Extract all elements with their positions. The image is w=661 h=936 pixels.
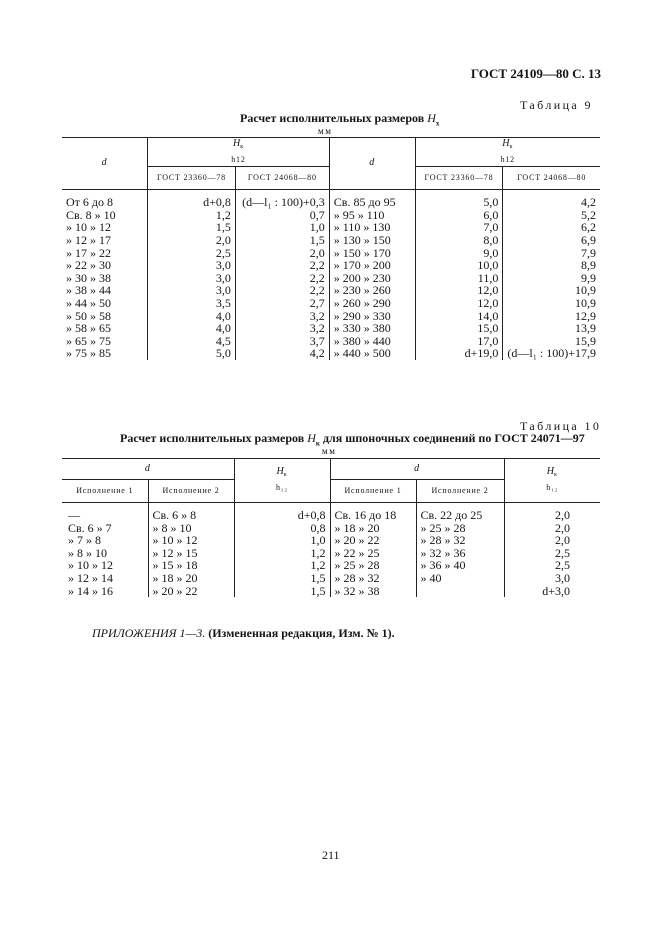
table-cell-line: Св. 16 до 18 (334, 508, 397, 522)
table-cell-line: 5,0 (483, 195, 499, 210)
table-cell-line: » 170 » 200 (333, 258, 391, 273)
table10-title-pre: Расчет исполнительных размеров (120, 431, 305, 445)
table-cell-line: 6,2 (581, 220, 596, 235)
table-cell-line: 7,0 (483, 220, 499, 235)
table10-col-h-right-tol: h₁₂ (546, 483, 559, 492)
table9-unit: мм (318, 126, 333, 136)
table-cell-line: » 10 » 12 (66, 220, 111, 235)
table10-left-ex2-cell (148, 503, 234, 598)
table-cell-line: » 17 » 22 (66, 245, 111, 260)
table-cell-line: » 150 » 170 (333, 245, 391, 260)
table-cell-line: 14,0 (477, 308, 499, 323)
table10-col-h-left-sym: $H_к$ (276, 466, 288, 479)
table-cell-line: » 25 » 28 (334, 558, 380, 573)
table-cell-line: 2,5 (215, 245, 231, 260)
table10-col-ex1-left: Исполнение 1 (62, 480, 148, 503)
table10-col-ex2-left: Исполнение 2 (148, 480, 234, 503)
appendix-note-bold: (Измененная редакция, Изм. № 1). (208, 626, 395, 640)
table-cell-line: 4,2 (309, 346, 325, 361)
table-cell-line: Св. 8 » 10 (66, 207, 116, 222)
table-cell-line: » 260 » 290 (333, 295, 391, 310)
table-cell-line: » 10 » 12 (152, 533, 198, 548)
table-cell-line: 1,2 (215, 207, 231, 222)
table-cell-line: 3,7 (309, 333, 325, 348)
table-cell-line: 4,0 (215, 321, 231, 336)
table10-title-post: для шпоночных соединений по ГОСТ 24071—97 (322, 431, 585, 445)
table-cell-line: » 10 » 12 (68, 558, 113, 573)
table-cell-line: 9,0 (483, 245, 499, 260)
page-header: ГОСТ 24109—80 С. 13 (470, 66, 601, 81)
table-cell-line: 2,2 (309, 270, 325, 285)
table-cell-line: d+0,8 (297, 508, 326, 522)
table9-left-d-cell (62, 190, 148, 360)
table-cell-line: 10,0 (477, 258, 499, 273)
table-cell-line: 1,5 (310, 583, 326, 598)
appendix-note (92, 626, 395, 641)
table-cell-line: » 30 » 38 (66, 270, 111, 285)
table-cell-line: » 32 » 36 (420, 545, 466, 560)
table-cell-line: » 28 » 32 (420, 533, 466, 548)
table10-col-h-right (504, 459, 600, 503)
table-cell-line: 1,0 (309, 220, 325, 235)
table-cell-line: От 6 до 8 (66, 195, 114, 210)
table-cell-line: » 12 » 17 (66, 232, 111, 247)
table-cell-line: » 15 » 18 (152, 558, 198, 573)
table10-title (120, 431, 585, 447)
table-cell-line: » 50 » 58 (66, 308, 111, 323)
appendix-note-italic: ПРИЛОЖЕНИЯ 1—3. (92, 626, 206, 640)
table10-left-ex1-cell (62, 503, 148, 598)
table-cell-line: » 44 » 50 (66, 295, 111, 310)
table-cell-line: 12,9 (575, 308, 596, 323)
table10-col-h-left (234, 459, 330, 503)
table-cell-line: 8,0 (483, 232, 499, 247)
table10-col-ex2-right: Исполнение 2 (416, 480, 504, 503)
table-cell-line: 3,0 (215, 258, 231, 273)
table-cell-line: 0,7 (309, 207, 325, 222)
table-cell-line: 10,9 (575, 283, 596, 298)
table-cell-line: » 65 » 75 (66, 333, 111, 348)
table9-title-subscript: х (435, 119, 440, 128)
table-cell-line: 9,9 (581, 270, 596, 285)
table9-group-right-sym: $H_к$ (502, 138, 514, 150)
table-cell-line: » 95 » 110 (333, 207, 385, 222)
table9-group-left (148, 138, 330, 167)
table-cell-line: 2,0 (215, 232, 231, 247)
table9-col-b-left: ГОСТ 24068—80 (235, 167, 329, 190)
table9-right-a-cell (415, 190, 503, 360)
table-cell-line: (d—l₁ : 100)+0,3 (242, 195, 325, 210)
table-cell-line: 2,2 (309, 258, 325, 273)
table-cell-line: » 20 » 22 (334, 533, 380, 548)
table-cell-line: Св. 6 » 7 (68, 520, 112, 535)
table10-title-subscript: к (315, 439, 320, 448)
table-cell-line: 3,0 (215, 270, 231, 285)
table10-right-ex2-cell (416, 503, 504, 598)
table9-title (240, 111, 439, 127)
table-cell-line: 1,2 (310, 545, 326, 560)
table-cell-line: 1,5 (309, 232, 325, 247)
table-cell-line: 7,9 (581, 245, 596, 260)
table-cell-line: 2,7 (309, 295, 325, 310)
table-cell-line: » 40 (420, 570, 442, 585)
table-cell-line: 6,0 (483, 207, 499, 222)
table-cell-line: 2,0 (555, 520, 570, 535)
table10-col-h-left-tol: h₁₂ (276, 483, 288, 492)
table-cell-line: » 22 » 30 (66, 258, 111, 273)
table-cell-line: 4,5 (215, 333, 231, 348)
table9-col-a-left: ГОСТ 23360—78 (148, 167, 236, 190)
table10-title-symbol: H (307, 431, 316, 445)
table9-left-a-cell (148, 190, 236, 360)
table10-right-h-cell (504, 503, 600, 598)
table-cell-line: » 200 » 230 (333, 270, 391, 285)
table-cell-line: d+3,0 (542, 583, 570, 598)
table-cell-line: 13,9 (575, 321, 596, 336)
table9 (62, 137, 600, 360)
table-cell-line: 15,0 (477, 321, 499, 336)
table9-col-a-right: ГОСТ 23360—78 (415, 167, 503, 190)
table-cell-line: 2,5 (555, 545, 570, 560)
table9-label: Таблица 9 (520, 98, 593, 112)
table9-col-b-right: ГОСТ 24068—80 (503, 167, 600, 190)
table-cell-line: (d—l₁ : 100)+17,9 (507, 346, 596, 361)
table10-unit: мм (322, 446, 337, 456)
table9-col-d-left: d (62, 138, 148, 190)
table-cell-line: 1,0 (310, 533, 326, 548)
table-cell-line: » 18 » 20 (334, 520, 380, 535)
table10-col-ex1-right: Исполнение 1 (330, 480, 416, 503)
table10 (62, 458, 600, 597)
table-cell-line: » 58 » 65 (66, 321, 111, 336)
table-cell-line: 2,0 (309, 245, 325, 260)
table-cell-line: 4,0 (215, 308, 231, 323)
table-cell-line: » 75 » 85 (66, 346, 111, 361)
table-cell-line: 15,9 (575, 333, 596, 348)
table-cell-line: 12,0 (477, 283, 499, 298)
table10-label: Таблица 10 (520, 419, 602, 433)
table-cell-line: 1,5 (215, 220, 231, 235)
table-cell-line: » 22 » 25 (334, 545, 380, 560)
table-cell-line: 12,0 (477, 295, 499, 310)
table-cell-line: 1,5 (310, 570, 326, 585)
table-cell-line: » 290 » 330 (333, 308, 391, 323)
table10-right-ex1-cell (330, 503, 416, 598)
table-cell-line: 1,2 (310, 558, 326, 573)
table-cell-line: » 8 » 10 (68, 545, 107, 560)
table-cell-line: » 7 » 8 (68, 533, 101, 548)
table-cell-line: 2,2 (309, 283, 325, 298)
table-cell-line: » 12 » 15 (152, 545, 198, 560)
table-cell-line: 5,2 (581, 207, 596, 222)
table-cell-line: d+0,8 (203, 195, 231, 210)
table-cell-line: Св. 85 до 95 (333, 195, 396, 210)
table-cell-line: » 380 » 440 (333, 333, 391, 348)
table-cell-line: » 28 » 32 (334, 570, 380, 585)
table9-right-b-cell (503, 190, 600, 360)
table9-left-b-cell (235, 190, 329, 360)
table-cell-line: 10,9 (575, 295, 596, 310)
table-cell-line: 17,0 (477, 333, 499, 348)
table-cell-line: — (68, 508, 80, 522)
table-cell-line: 6,9 (581, 232, 596, 247)
table9-group-right (415, 138, 600, 167)
table9-group-left-sym: $H_к$ (232, 138, 244, 150)
table-cell-line: » 230 » 260 (333, 283, 391, 298)
table10-left-h-cell (234, 503, 330, 598)
table-cell-line: 3,0 (215, 283, 231, 298)
table-cell-line: 11,0 (477, 270, 499, 285)
table-cell-line: 0,8 (310, 520, 326, 535)
table-cell-line: » 36 » 40 (420, 558, 466, 573)
table-cell-line: » 110 » 130 (333, 220, 391, 235)
table9-right-d-cell (329, 190, 415, 360)
table-cell-line: » 130 » 150 (333, 232, 391, 247)
table-cell-line: 3,0 (555, 570, 570, 585)
table-cell-line: » 330 » 380 (333, 321, 391, 336)
table-cell-line: » 440 » 500 (333, 346, 391, 361)
table-cell-line: 2,0 (555, 533, 570, 548)
table9-title-text: Расчет исполнительных размеров (240, 111, 425, 125)
table-cell-line: 5,0 (215, 346, 231, 361)
table-cell-line: » 18 » 20 (152, 570, 198, 585)
table-cell-line: d+19,0 (464, 346, 499, 361)
table-cell-line: » 20 » 22 (152, 583, 198, 598)
table9-group-right-tol: h12 (500, 154, 515, 164)
table-cell-line: 2,0 (555, 508, 570, 522)
table-cell-line: 2,5 (555, 558, 570, 573)
table-cell-line: 3,5 (215, 295, 231, 310)
table-cell-line: » 14 » 16 (68, 583, 113, 598)
table-cell-line: » 38 » 44 (66, 283, 111, 298)
table-cell-line: 3,2 (309, 321, 325, 336)
table-cell-line: Св. 22 до 25 (420, 508, 483, 522)
table-cell-line: » 12 » 14 (68, 570, 113, 585)
table-cell-line: » 32 » 38 (334, 583, 380, 598)
table-cell-line (421, 585, 500, 598)
page-number: 211 (322, 848, 340, 862)
table10-col-h-right-sym: $H_к$ (546, 466, 558, 479)
table10-col-d-right: d (330, 459, 504, 480)
table-cell-line: 8,9 (581, 258, 596, 273)
table-cell-line: Св. 6 » 8 (152, 508, 197, 522)
table-cell-line: » 8 » 10 (152, 520, 192, 535)
table-cell-line: 4,2 (581, 195, 596, 210)
table9-col-d-right: d (329, 138, 415, 190)
table10-col-d-left: d (144, 462, 151, 474)
table9-title-symbol: H (427, 111, 436, 125)
table9-group-left-tol: h12 (231, 154, 246, 164)
table-cell-line: 3,2 (309, 308, 325, 323)
table-cell-line: » 25 » 28 (420, 520, 466, 535)
